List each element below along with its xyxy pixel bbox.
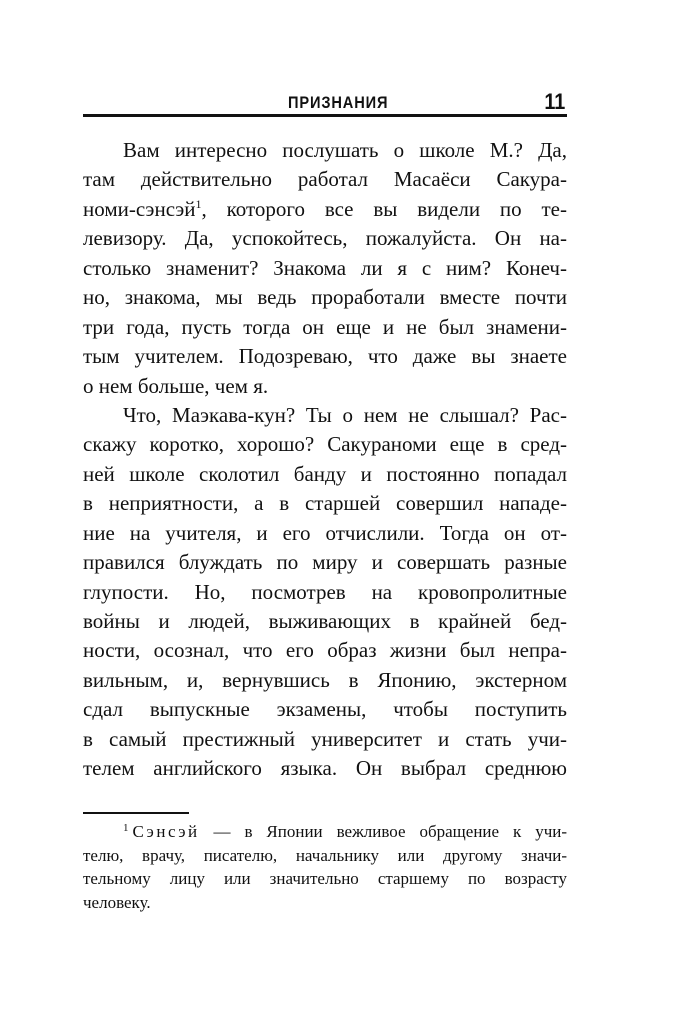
- text-line: столько знаменит? Знакома ли я с ним? Конеч-: [83, 255, 567, 280]
- text-line: в неприятности, а в старшей совершил нападе-: [83, 491, 567, 516]
- text-line: левизору. Да, успокойтесь, пожалуйста. Он на-: [83, 226, 567, 251]
- footnote-line: [83, 820, 567, 844]
- text-line: тым учителем. Подозреваю, что даже вы знаете: [83, 344, 567, 369]
- footnote-line: телю, врачу, писателю, начальнику или другому значи-: [83, 845, 567, 865]
- text-line: но, знакома, мы ведь проработали вместе почти: [83, 285, 567, 310]
- footnote-reference[interactable]: 1: [195, 196, 202, 211]
- text-fragment: — в Японии вежливое обращение к учи-: [199, 822, 567, 841]
- footnote-term: Сэнсэй: [132, 822, 200, 841]
- text-line: в самый престижный университет и стать учи-: [83, 726, 567, 751]
- footnote: [83, 820, 567, 914]
- running-header-title: ПРИЗНАНИЯ: [288, 93, 389, 112]
- page-number: 11: [544, 89, 565, 114]
- text-line: глупости. Но, посмотрев на кровопролитные: [83, 579, 567, 604]
- running-header: [83, 86, 567, 116]
- text-line: там действительно работал Масаёси Сакура-: [83, 167, 567, 192]
- text-line: ности, осознал, что его образ жизни был непра-: [83, 638, 567, 663]
- text-line: три года, пусть тогда он еще и не был знамени-: [83, 314, 567, 339]
- text-line: сдал выпускные экзамены, чтобы поступить: [83, 697, 567, 722]
- text-fragment: номи-сэнсэй: [83, 196, 196, 221]
- text-line: скажу коротко, хорошо? Сакураноми еще в сред-: [83, 432, 567, 457]
- text-line: правился блуждать по миру и совершать разные: [83, 550, 567, 575]
- footnote-line: человеку.: [83, 892, 151, 912]
- body-text: [83, 136, 567, 784]
- text-fragment: , которого все вы видели по те-: [201, 196, 567, 221]
- text-line: Что, Маэкава-кун? Ты о нем не слышал? Рас-: [123, 402, 567, 427]
- text-line: Вам интересно послушать о школе М.? Да,: [123, 138, 567, 162]
- text-line: ние на учителя, и его отчислили. Тогда он от-: [83, 520, 567, 545]
- header-rule: [83, 114, 567, 117]
- text-line: войны и людей, выживающих в крайней бед-: [83, 609, 567, 633]
- text-line: вильным, и, вернувшись в Японию, экстерном: [83, 667, 567, 692]
- footnote-line: тельному лицу или значительно старшему по возрасту: [83, 869, 567, 888]
- book-page: [83, 0, 567, 1033]
- text-line: ней школе сколотил банду и постоянно попадал: [83, 461, 567, 486]
- text-line: телем английского языка. Он выбрал среднюю: [83, 756, 567, 781]
- text-line: [83, 195, 567, 224]
- footnote-mark: 1: [123, 822, 129, 834]
- footnote-separator: [83, 812, 189, 814]
- text-line: о нем больше, чем я.: [83, 373, 269, 398]
